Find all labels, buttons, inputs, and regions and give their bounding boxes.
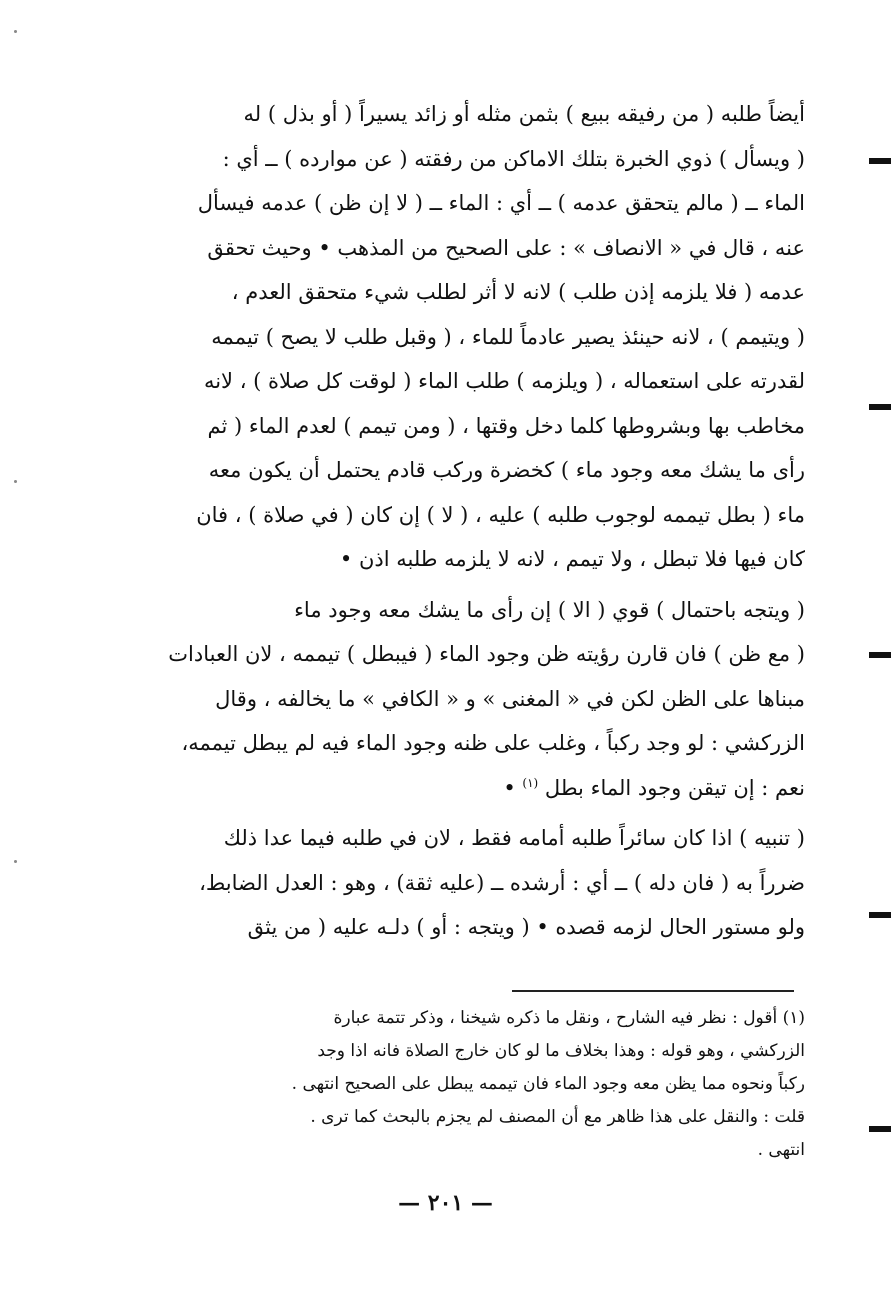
text-line: ( مع ظن ) فان قارن رؤيته ظن وجود الماء ( فيبطل ) تيممه ، لان العبادات: [168, 642, 805, 666]
text-line: ( ويسأل ) ذوي الخبرة بتلك الاماكن من رفقته ( عن موارده ) ــ أي :: [222, 146, 805, 171]
sentence-end-mark: •: [503, 775, 516, 800]
footnote-separator: [512, 990, 794, 992]
text-line: ضرراً به ( فان دله ) ــ أي : أرشده ــ (عليه ثقة) ، وهو : العدل الضابط،: [199, 870, 805, 895]
margin-tab-mark: [869, 912, 891, 918]
text-line: أيضاً طلبه ( من رفيقه ببيع ) بثمن مثله أو زائد يسيراً ( أو بذل ) له: [243, 102, 805, 126]
text-line: الزركشي : لو وجد ركباً ، وغلب على ظنه وجود الماء فيه لم يبطل تيممه،: [181, 731, 805, 755]
text-line: مبناها على الظن لكن في « المغنى » و « الكافي » ما يخالفه ، وقال: [215, 686, 805, 711]
page-number: — ٢٠١ —: [398, 1190, 493, 1216]
text-line: رأى ما يشك معه وجود ماء ) كخضرة وركب قادم يحتمل أن يكون معه: [208, 458, 805, 482]
footnote-line: انتهى .: [757, 1140, 805, 1160]
text-line: لقدرته على استعماله ، ( ويلزمه ) طلب الماء ( لوقت كل صلاة ) ، لانه: [203, 369, 805, 393]
text-line: ( ويتجه باحتمال ) قوي ( الا ) إن رأى ما يشك معه وجود ماء: [294, 597, 805, 622]
footnote-line: قلت : والنقل على هذا ظاهر مع أن المصنف لم يجزم بالبحث كما ترى .: [310, 1107, 805, 1127]
binding-dot: [14, 30, 17, 33]
footnote-line: الزركشي ، وهو قوله : وهذا بخلاف ما لو كان خارج الصلاة فانه اذا وجد: [317, 1041, 805, 1061]
text-line: كان فيها فلا تبطل ، ولا تيمم ، لانه لا يلزمه طلبه اذن •: [339, 547, 805, 571]
margin-tab-mark: [869, 1126, 891, 1132]
footnote-line: ركباً ونحوه مما يظن معه وجود الماء فان تيممه يبطل على الصحيح انتهى .: [291, 1074, 805, 1094]
text-line: ( ويتيمم ) ، لانه حينئذ يصير عادماً للماء ، ( وقبل طلب لا يصح ) تيممه: [211, 324, 805, 349]
margin-tab-mark: [869, 158, 891, 164]
footnotes: [150, 1002, 805, 1167]
text-line: الماء ــ ( مالم يتحقق عدمه ) ــ أي : الماء ــ ( لا إن ظن ) عدمه فيسأل: [197, 191, 805, 215]
margin-tab-mark: [869, 652, 891, 658]
margin-tab-mark: [869, 404, 891, 410]
text-line: عنه ، قال في « الانصاف » : على الصحيح من المذهب • وحيث تحقق: [207, 235, 805, 260]
text-line: ماء ( بطل تيممه لوجوب طلبه ) عليه ، ( لا ) إن كان ( في صلاة ) ، فان: [196, 502, 805, 527]
text-line: ولو مستور الحال لزمه قصده • ( ويتجه : أو ) دلـه عليه ( من يثق: [247, 915, 805, 939]
text-line: ( تنبيه ) اذا كان سائراً طلبه أمامه فقط ، لان في طلبه فيما عدا ذلك: [223, 826, 805, 850]
main-text: [150, 92, 805, 950]
binding-dot: [14, 860, 17, 863]
footnote-line: (١) أقول : نظر فيه الشارح ، ونقل ما ذكره شيخنا ، وذكر تتمة عبارة: [333, 1008, 805, 1028]
footnote-reference: (١): [522, 775, 539, 790]
binding-dot: [14, 480, 17, 483]
text-line-content: نعم : إن تيقن وجود الماء بطل: [544, 775, 805, 800]
text-line-with-footnote: [150, 766, 805, 811]
text-line: مخاطب بها وبشروطها كلما دخل وقتها ، ( ومن تيمم ) لعدم الماء ( ثم: [207, 413, 805, 438]
text-line: عدمه ( فلا يلزمه إذن طلب ) لانه لا أثر لطلب شيء متحقق العدم ،: [231, 280, 805, 304]
